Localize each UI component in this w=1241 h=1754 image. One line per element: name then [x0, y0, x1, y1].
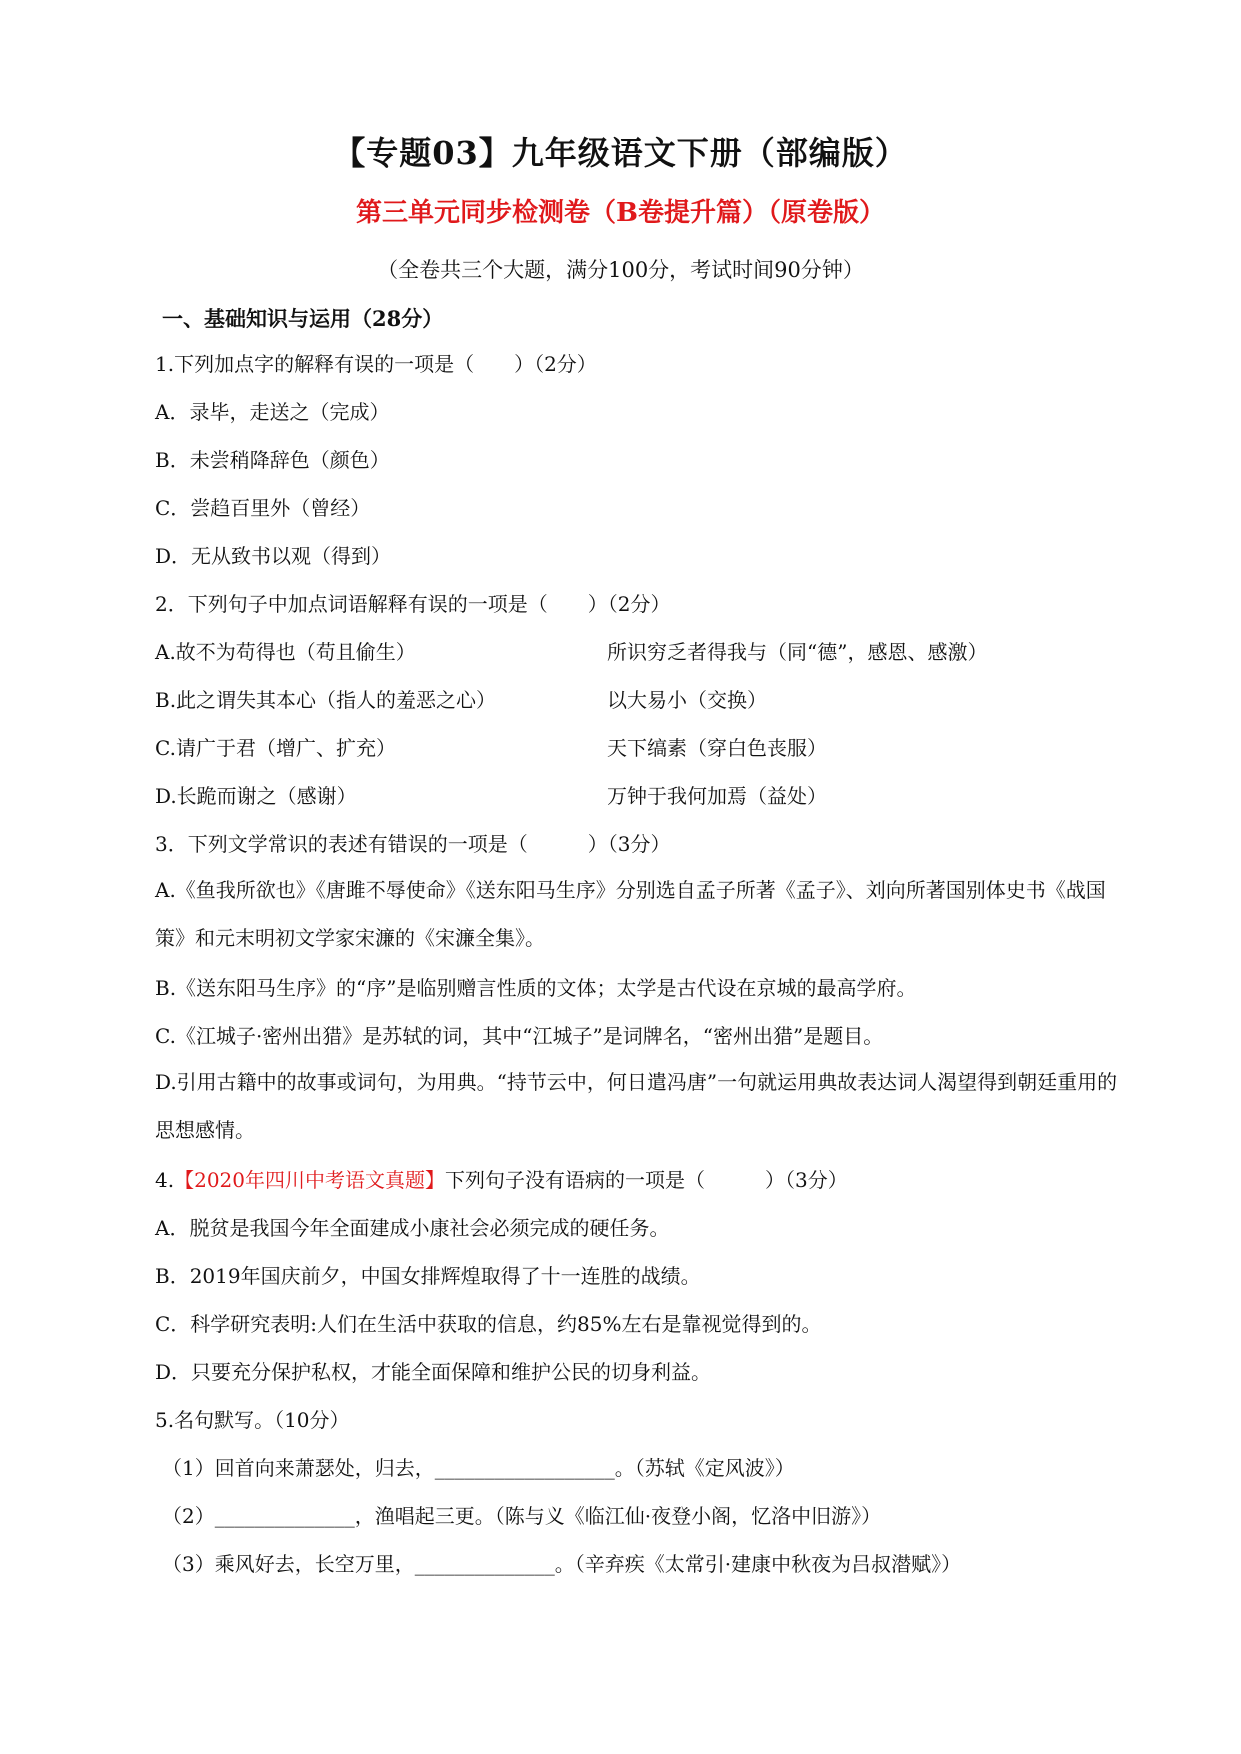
q4-source-tag: 【2020年四川中考语文真题】	[174, 1168, 445, 1192]
q2-option-c-right: 天下缟素（穿白色丧服）	[607, 736, 827, 760]
q2-option-b-left: B.此之谓失其本心（指人的羞恶之心）	[155, 688, 497, 712]
q4-stem: 下列句子没有语病的一项是（ ）（3分）	[445, 1168, 848, 1192]
q5-item-2: （2）______________，渔唱起三更。（陈与义《临江仙·夜登小阁，忆洛中旧游》）	[162, 1504, 882, 1528]
q2-option-d-right: 万钟于我何加焉（益处）	[607, 784, 827, 808]
q1-option-b: B．未尝稍降辞色（颜色）	[155, 448, 390, 472]
page-title: 【专题03】九年级语文下册（部编版）	[333, 134, 908, 172]
q2-option-a-right: 所识穷乏者得我与（同“德”，感恩、感激）	[607, 640, 988, 664]
q1-stem: 1.下列加点字的解释有误的一项是（ ）（2分）	[155, 352, 597, 376]
q5-item-3: （3）乘风好去，长空万里，______________。（辛弃疾《太常引·建康中秋夜为吕叔潜赋》）	[162, 1552, 962, 1576]
q5-item-1: （1）回首向来萧瑟处，归去，__________________。（苏轼《定风波》）	[162, 1456, 795, 1480]
q2-option-c-left: C.请广于君（增广、扩充）	[155, 736, 396, 760]
q4-stem-line	[155, 1166, 848, 1194]
q1-option-d: D．无从致书以观（得到）	[155, 544, 392, 568]
q5-stem: 5.名句默写。（10分）	[155, 1408, 350, 1432]
section-heading: 一、基础知识与运用（28分）	[162, 306, 444, 331]
q3-option-c: C.《江城子·密州出猎》是苏轼的词，其中“江城子”是词牌名，“密州出猎”是题目。	[155, 1024, 884, 1048]
q2-option-a-left: A.故不为苟得也（苟且偷生）	[155, 640, 416, 664]
q4-option-b: B．2019年国庆前夕，中国女排辉煌取得了十一连胜的战绩。	[155, 1264, 701, 1288]
q3-option-a: A.《鱼我所欲也》《唐雎不辱使命》《送东阳马生序》分别选自孟子所著《孟子》、刘向所著国别体史书《战国策》和元末明初文学家宋濂的《宋濂全集》。	[155, 878, 1106, 950]
q4-option-d: D．只要充分保护私权，才能全面保障和维护公民的切身利益。	[155, 1360, 712, 1384]
page-subtitle: 第三单元同步检测卷（B卷提升篇）（原卷版）	[356, 198, 885, 228]
q3-stem: 3．下列文学常识的表述有错误的一项是（ ）（3分）	[155, 832, 671, 856]
q3-option-d: D.引用古籍中的故事或词句，为用典。“持节云中，何日遣冯唐”一句就运用典故表达词人渴望得到朝廷重用的思想感情。	[155, 1070, 1118, 1142]
q2-option-b-right: 以大易小（交换）	[607, 688, 767, 712]
q4-number: 4.	[155, 1168, 175, 1192]
q2-option-d-left: D.长跪而谢之（感谢）	[155, 784, 357, 808]
q2-stem: 2．下列句子中加点词语解释有误的一项是（ ）（2分）	[155, 592, 671, 616]
q4-option-c: C．科学研究表明:人们在生活中获取的信息，约85%左右是靠视觉得到的。	[155, 1312, 822, 1336]
q4-option-a: A．脱贫是我国今年全面建成小康社会必须完成的硬任务。	[155, 1216, 670, 1240]
q1-option-a: A．录毕，走送之（完成）	[155, 400, 390, 424]
q1-option-c: C．尝趋百里外（曾经）	[155, 496, 371, 520]
exam-note: （全卷共三个大题，满分100分，考试时间90分钟）	[377, 258, 864, 282]
q3-option-b: B.《送东阳马生序》的“序”是临别赠言性质的文体；太学是古代设在京城的最高学府。	[155, 976, 917, 1000]
